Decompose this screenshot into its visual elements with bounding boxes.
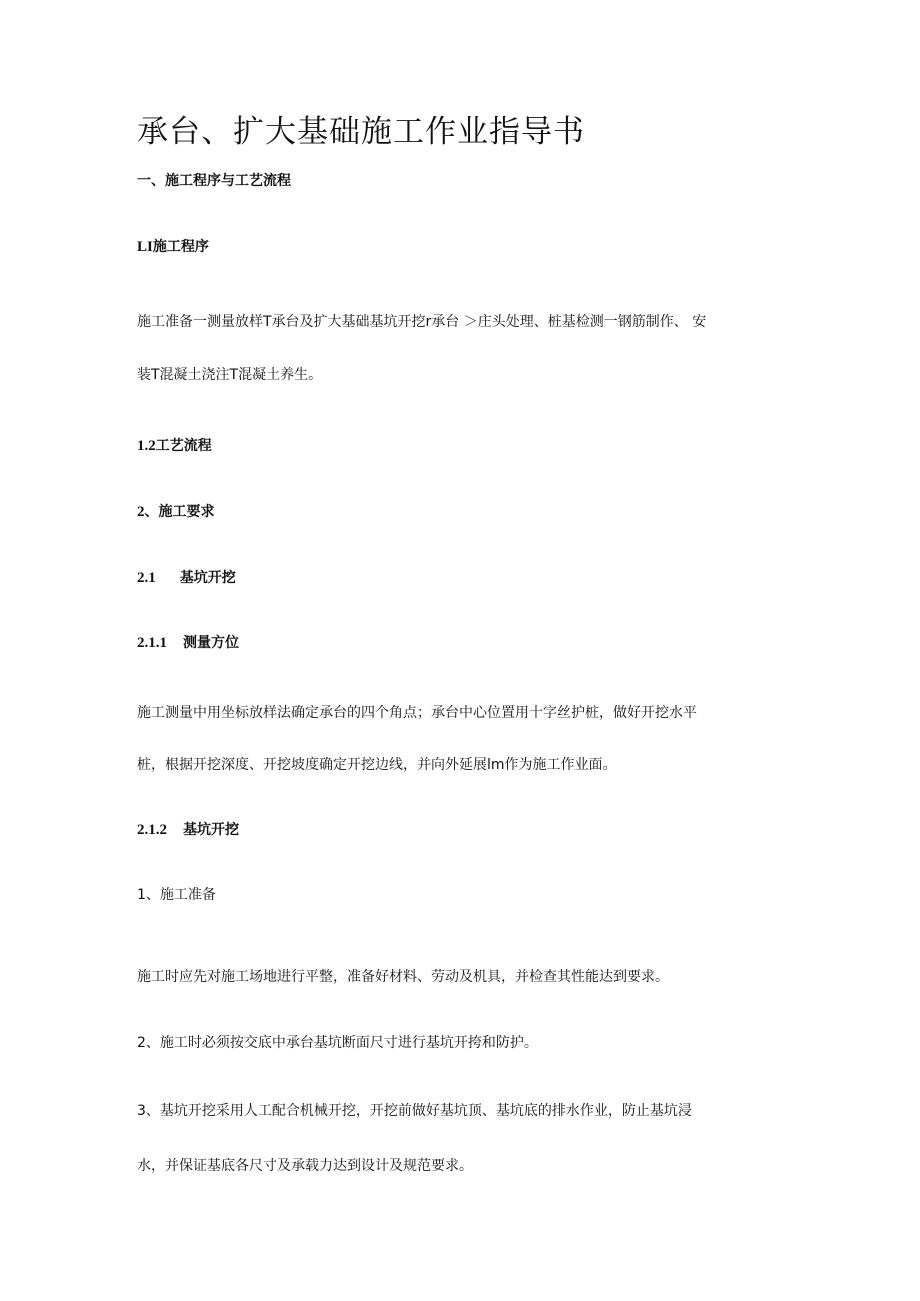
item-1-heading: 1、施工准备 xyxy=(137,887,216,903)
section-2-1-2-number: 2.1.2 xyxy=(137,822,167,838)
section-1-1-paragraph-line-2: 装T混凝土浇注T混凝土养生。 xyxy=(137,367,323,383)
section-2-1-1-heading xyxy=(137,633,239,653)
section-2-title: 、施工要求 xyxy=(144,504,215,520)
section-2-1-heading xyxy=(137,568,236,588)
section-1-1-paragraph-line-1: 施工准备一测量放样T承台及扩大基础基坑开挖r承台 ＞庄头处理、桩基检测一钢筋制作、 安 xyxy=(137,314,707,330)
section-1-1-title: 施工程序 xyxy=(152,239,209,255)
section-1-2-number: 1.2 xyxy=(137,438,156,454)
section-2-1-2-heading xyxy=(137,820,239,840)
section-1-1-number: LI xyxy=(137,239,153,255)
section-2-1-1-number: 2.1.1 xyxy=(137,635,167,651)
section-1-1-heading xyxy=(137,237,209,257)
section-2-heading xyxy=(137,502,215,522)
section-2-1-1-paragraph-line-1: 施工测量中用坐标放样法确定承台的四个角点；承台中心位置用十字丝护桩，做好开挖水平 xyxy=(137,705,697,721)
section-2-1-1-paragraph-line-2: 桩，根据开挖深度、开挖坡度确定开挖边线，并向外延展lm作为施工作业面。 xyxy=(137,757,617,773)
section-2-number: 2 xyxy=(137,504,145,520)
item-3-paragraph-line-1: 3、基坑开挖采用人工配合机械开挖，开挖前做好基坑顶、基坑底的排水作业，防止基坑浸 xyxy=(137,1103,692,1119)
section-1-heading: 一、施工程序与工艺流程 xyxy=(137,173,291,189)
section-1-2-title: 工艺流程 xyxy=(155,438,212,454)
section-2-1-title: 基坑开挖 xyxy=(179,570,236,586)
item-2-paragraph: 2、施工时必须按交底中承台基坑断面尺寸进行基坑开挎和防护。 xyxy=(137,1035,538,1051)
section-1-2-heading xyxy=(137,436,212,456)
item-1-paragraph: 施工时应先对施工场地进行平整，准备好材料、劳动及机具，并检查其性能达到要求。 xyxy=(137,969,669,985)
document-title: 承台、扩大基础施工作业指导书 xyxy=(137,114,585,150)
section-2-1-2-title: 基坑开挖 xyxy=(183,822,239,838)
item-3-paragraph-line-2: 水，并保证基底各尺寸及承载力达到设计及规范要求。 xyxy=(137,1158,473,1174)
section-2-1-1-title: 测量方位 xyxy=(183,635,239,651)
section-2-1-number: 2.1 xyxy=(137,570,156,586)
